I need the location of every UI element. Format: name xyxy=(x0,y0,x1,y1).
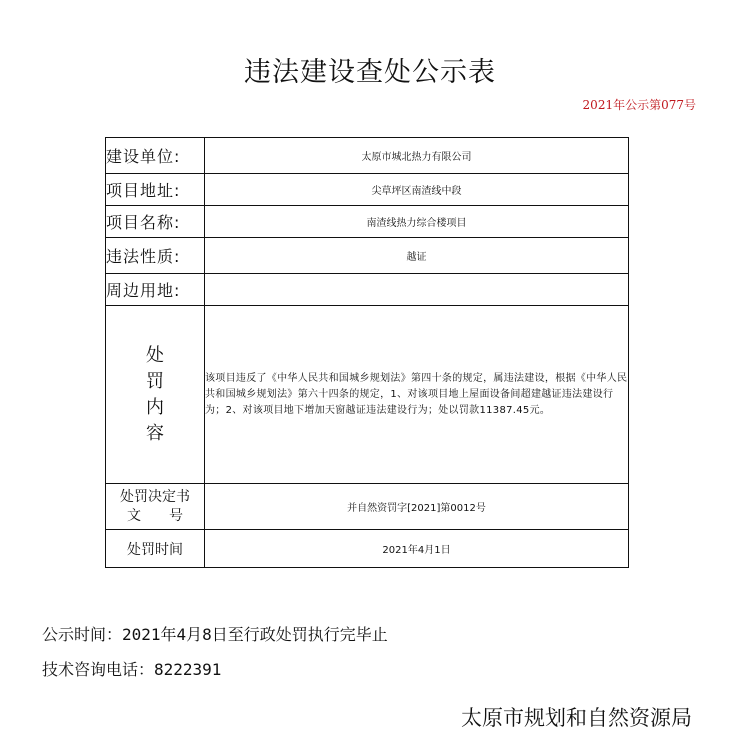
row-value: 南渣线热力综合楼项目 xyxy=(205,206,629,238)
consult-hotline: 技术咨询电话：8222391 xyxy=(42,660,222,679)
row-label: 项目名称: xyxy=(106,206,205,238)
penalty-label-char: 罚 xyxy=(146,370,164,392)
table-row-decision-number xyxy=(106,484,629,530)
row-label: 建设单位: xyxy=(106,138,205,174)
decision-label xyxy=(106,484,205,530)
decision-label-line1: 处罚决定书 xyxy=(120,488,190,505)
penalty-date: 2021年4月1日 xyxy=(205,530,629,568)
row-label: 周边用地: xyxy=(106,274,205,306)
penalty-label xyxy=(106,306,205,484)
row-value: 越证 xyxy=(205,238,629,274)
publicity-period: 公示时间：2021年4月8日至行政处罚执行完毕止 xyxy=(42,625,388,644)
penalty-label-char: 内 xyxy=(146,396,164,418)
row-label: 项目地址: xyxy=(106,174,205,206)
table-row-construction-unit xyxy=(106,138,629,174)
table-row-project-name xyxy=(106,206,629,238)
issuing-authority: 太原市规划和自然资源局 xyxy=(461,706,692,730)
row-value: 太原市城北热力有限公司 xyxy=(205,138,629,174)
row-value xyxy=(205,274,629,306)
row-label: 违法性质: xyxy=(106,238,205,274)
decision-label-line2: 文 号 xyxy=(127,507,183,524)
table-row-project-address xyxy=(106,174,629,206)
penalty-label-char: 处 xyxy=(146,344,164,366)
penalty-label-char: 容 xyxy=(146,422,164,444)
table-row-violation-nature xyxy=(106,238,629,274)
table-row-surrounding-land xyxy=(106,274,629,306)
violation-notice-table xyxy=(105,137,629,568)
row-value: 尖草坪区南渣线中段 xyxy=(205,174,629,206)
penalty-date-label: 处罚时间 xyxy=(106,530,205,568)
decision-number: 并自然资罚字[2021]第0012号 xyxy=(205,484,629,530)
table-row-penalty-content xyxy=(106,306,629,484)
table-row-penalty-date xyxy=(106,530,629,568)
penalty-text: 该项目违反了《中华人民共和国城乡规划法》第四十条的规定，属违法建设，根据《中华人民共和国城乡规划法》第六十四条的规定，1、对该项目地上屋面设备间超建越证违法建设行为；2、对该项目地下增加天窗越证违法建设行为；处以罚款11387.45元。 xyxy=(205,306,629,484)
notice-title: 违法建设查处公示表 xyxy=(244,57,496,88)
document-number: 2021年公示第077号 xyxy=(582,98,696,112)
